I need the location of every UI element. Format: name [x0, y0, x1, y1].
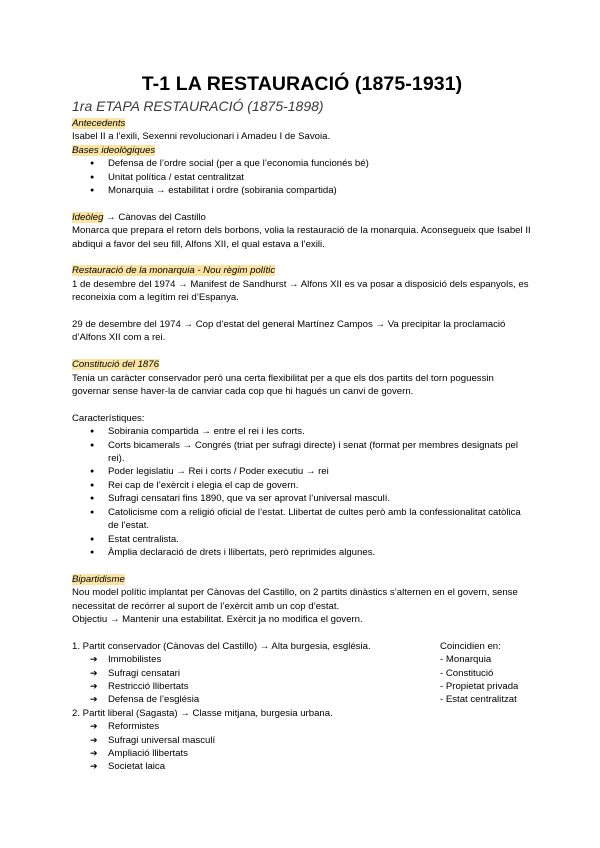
- list-item: ➔ Reformistes: [72, 720, 532, 733]
- list-item: ● Defensa de l’ordre social (per a que l’economia funcionés bé): [72, 157, 532, 170]
- party-liberal-list: [72, 720, 532, 774]
- coincidien-item: - Monarquia: [440, 654, 492, 666]
- heading-restauracio: Restauració de la monarquia - Nou règim polític: [72, 265, 276, 277]
- heading-bipartidisme: Bipartidisme: [72, 573, 125, 585]
- list-item: ● Rei cap de l’exèrcit i elegia el cap de govern.: [72, 479, 532, 492]
- document-body: [72, 117, 532, 774]
- list-item: ➔ Immobilistes: [72, 653, 532, 666]
- heading-constitucio: Constitució del 1876: [72, 359, 159, 371]
- caracteristiques-list: [72, 425, 532, 559]
- list-item: ➔ Ampliació llibertats: [72, 747, 532, 760]
- ideoleg-tail: → Cànovas del Castillo: [103, 211, 206, 223]
- coincidien-item: - Constitució: [440, 667, 494, 679]
- party-conservador: 1. Partit conservador (Cànovas del Castillo) → Alta burgesia, església.: [72, 640, 371, 652]
- list-item: ➔ Sufragi censatari: [72, 667, 532, 680]
- coincidien-label: Coincidien en:: [440, 640, 501, 652]
- heading-antecedents: Antecedents: [72, 118, 126, 129]
- list-item: ● Estat centralista.: [72, 533, 532, 546]
- page-title: T-1 LA RESTAURACIÓ (1875-1931): [141, 73, 463, 95]
- list-item: ● Catolicisme com a religió oficial de l’estat. Llibertat de cultes però amb la confessionalitat catòlica de l’estat.: [72, 506, 532, 533]
- bases-list: [72, 157, 532, 197]
- list-item: ● Sobirania compartida → entre el rei i les corts.: [72, 425, 532, 438]
- list-item: ● Corts bicamerals → Congrés (triat per sufragi directe) i senat (format per membres designats pel rei).: [72, 439, 532, 466]
- constitucio-text: Tenia un caràcter conservador però una certa flexibilitat per a que els dos partits del torn poguessin governar sense haver-la de canviar cada cop que hi hagués un canvi de govern.: [72, 372, 494, 398]
- bipartidisme-text: Nou model polític implantat per Cànovas del Castillo, on 2 partits dinàstics s’alternen en el govern, sense necessitat de recórrer al suport de l’exèrcit amb un cop d’estat.: [72, 587, 518, 612]
- party-liberal: 2. Partit liberal (Sagasta) → Classe mitjana, burgesia urbana.: [72, 707, 333, 719]
- list-item: ● Àmplia declaració de drets i llibertats, però reprimides algunes.: [72, 546, 532, 559]
- list-item: ➔ Societat laica: [72, 760, 532, 773]
- bipartidisme-objectiu: Objectiu → Mantenir una estabilitat. Exèrcit ja no modifica el govern.: [72, 613, 363, 625]
- party-conservador-list: [72, 653, 532, 707]
- heading-ideoleg: Ideòleg: [72, 211, 104, 223]
- list-item: ● Monarquia → estabilitat i ordre (sobirania compartida): [72, 184, 532, 197]
- list-item: ➔ Sufragi universal masculí: [72, 734, 532, 747]
- list-item: ● Poder legislatiu → Rei i corts / Poder executiu → rei: [72, 465, 532, 478]
- antecedents-text: Isabel II a l’exili, Sexenni revolucionari i Amadeu I de Savoia.: [72, 131, 331, 143]
- ideoleg-text: Monarca que prepara el retorn dels borbons, volia la restauració de la monarquia. Aconsegueix que Isabel II abdiqui a favor del seu fill, Alfons XII, el qual estava a l’exili.: [72, 225, 531, 250]
- list-item: ● Sufragi censatari fins 1890, que va ser aprovat l’universal masculí.: [72, 492, 532, 505]
- caracteristiques-label: Característiques:: [72, 412, 145, 424]
- list-item: ➔ Restricció llibertats: [72, 680, 532, 693]
- list-item: ● Unitat política / estat centralitzat: [72, 171, 532, 184]
- heading-bases: Bases ideològiques: [72, 144, 156, 156]
- coincidien-item: - Propietat privada: [440, 680, 519, 692]
- list-item: ➔ Defensa de l’església: [72, 693, 532, 706]
- coincidien-item: - Estat centralitzat: [440, 694, 517, 706]
- parties-section: [72, 640, 532, 774]
- section-subtitle: 1ra ETAPA RESTAURACIÓ (1875-1898): [72, 98, 324, 114]
- restauracio-p1: 1 de desembre del 1974 → Manifest de Sandhurst → Alfons XII es va posar a disposició dels espanyols, es reconeixia com a legítim rei d’Espanya.: [72, 278, 529, 304]
- restauracio-p2: 29 de desembre del 1974 → Cop d’estat del general Martínez Campos → Va precipitar la proclamació d’Alfons XII com a rei.: [72, 319, 506, 344]
